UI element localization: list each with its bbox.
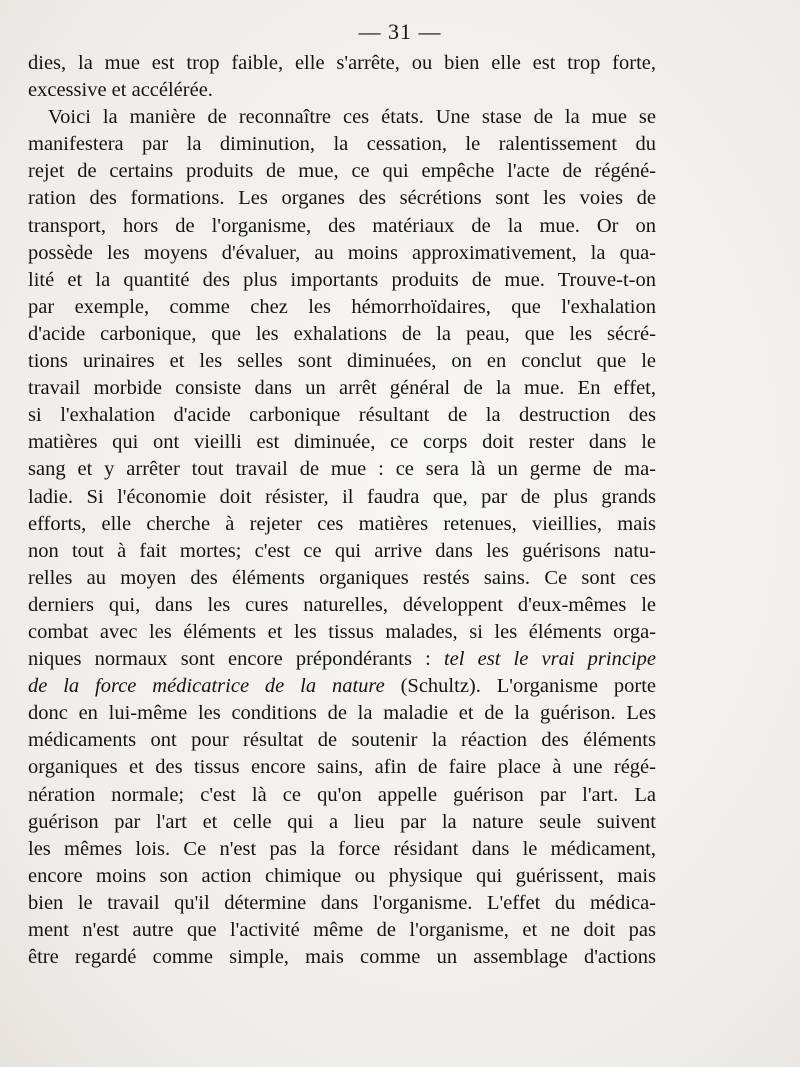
line-text: ment n'est autre que l'activité même de l'organisme, et ne doit pas (28, 919, 656, 941)
line-text: ration des formations. Les organes des sécrétions sont les voies de (28, 187, 656, 210)
line-text: encore moins son action chimique ou physique qui guérissent, mais (28, 864, 656, 887)
line-text: combat avec les éléments et les tissus malades, si les éléments orga- (28, 620, 656, 643)
text-line (28, 673, 656, 700)
line-text: (Schultz). L'organisme porte (384, 675, 656, 698)
line-text: non tout à fait mortes; c'est ce qui arrive dans les guérisons natu- (28, 539, 656, 562)
text-line (28, 131, 656, 158)
line-text: organiques et des tissus encore sains, afin de faire place à une régé- (28, 756, 656, 779)
line-text: efforts, elle cherche à rejeter ces matières retenues, vieillies, mais (28, 512, 656, 535)
line-text: bien le travail qu'il détermine dans l'organisme. L'effet du médica- (28, 891, 656, 914)
text-line (28, 348, 656, 375)
line-text: Voici la manière de reconnaître ces états. Une stase de la mue se (48, 106, 656, 129)
line-text: transport, hors de l'organisme, des matériaux de la mue. Or on (28, 214, 656, 237)
text-line (28, 511, 656, 538)
line-text: excessive et accélérée. (28, 79, 213, 102)
text-line (28, 646, 656, 673)
text-line (28, 104, 656, 131)
page-number: — 31 — (358, 19, 442, 44)
text-line (28, 700, 656, 727)
line-text: guérison par l'art et celle qui a lieu par la nature seule suivent (28, 810, 656, 833)
text-line (28, 592, 656, 619)
text-line (28, 294, 656, 321)
body-text (28, 50, 656, 971)
text-line (28, 402, 656, 429)
text-line (28, 890, 656, 917)
line-text: lité et la quantité des plus importants produits de mue. Trouve-t-on (28, 268, 656, 291)
line-text: sang et y arrêter tout travail de mue : ce sera là un germe de ma- (28, 458, 656, 481)
line-text: matières qui ont vieilli est diminuée, ce corps doit rester dans le (28, 431, 656, 454)
text-line (28, 158, 656, 185)
text-line (28, 375, 656, 402)
text-line (28, 863, 656, 890)
text-line (28, 213, 656, 240)
text-line (28, 809, 656, 836)
line-text: tions urinaires et les selles sont diminuées, on en conclut que le (28, 350, 656, 373)
line-text: relles au moyen des éléments organiques restés sains. Ce sont ces (28, 566, 656, 589)
line-text: être regardé comme simple, mais comme un assemblage d'actions (28, 946, 656, 969)
line-text: manifestera par la diminution, la cessation, le ralentissement du (28, 133, 656, 156)
text-line (28, 917, 656, 944)
text-line (28, 50, 656, 77)
line-text: niques normaux sont encore prépondérants : (28, 648, 444, 671)
text-line (28, 727, 656, 754)
line-text: médicaments ont pour résultat de soutenir la réaction des éléments (28, 729, 656, 752)
line-text: rejet de certains produits de mue, ce qui empêche l'acte de régéné- (28, 160, 656, 183)
line-text: derniers qui, dans les cures naturelles, développent d'eux-mêmes le (28, 593, 656, 616)
text-line (28, 782, 656, 809)
line-text: donc en lui-même les conditions de la maladie et de la guérison. Les (28, 702, 656, 725)
line-text: si l'exhalation d'acide carbonique résultant de la destruction des (28, 404, 656, 427)
text-line (28, 836, 656, 863)
line-text: par exemple, comme chez les hémorrhoïdaires, que l'exhalation (28, 295, 656, 318)
text-line (28, 77, 656, 104)
line-text: dies, la mue est trop faible, elle s'arrête, ou bien elle est trop forte, (28, 52, 656, 74)
text-line (28, 321, 656, 348)
text-line (28, 484, 656, 511)
text-line (28, 944, 656, 971)
line-text: possède les moyens d'évaluer, au moins approximativement, la qua- (28, 241, 656, 264)
line-text: ladie. Si l'économie doit résister, il faudra que, par de plus grands (28, 485, 656, 508)
text-line (28, 185, 656, 212)
text-line (28, 456, 656, 483)
italic-text: tel est le vrai principe (443, 648, 656, 671)
text-line (28, 429, 656, 456)
text-line (28, 754, 656, 781)
text-line (28, 267, 656, 294)
text-line (28, 619, 656, 646)
line-text: travail morbide consiste dans un arrêt général de la mue. En effet, (28, 377, 656, 400)
line-text: nération normale; c'est là ce qu'on appelle guérison par l'art. La (28, 783, 656, 806)
text-line (28, 538, 656, 565)
text-line (28, 565, 656, 592)
italic-text: de la force médicatrice de la nature (28, 675, 385, 698)
line-text: les mêmes lois. Ce n'est pas la force résidant dans le médicament, (28, 837, 656, 860)
text-line (28, 240, 656, 267)
line-text: d'acide carbonique, que les exhalations de la peau, que les sécré- (28, 322, 656, 345)
